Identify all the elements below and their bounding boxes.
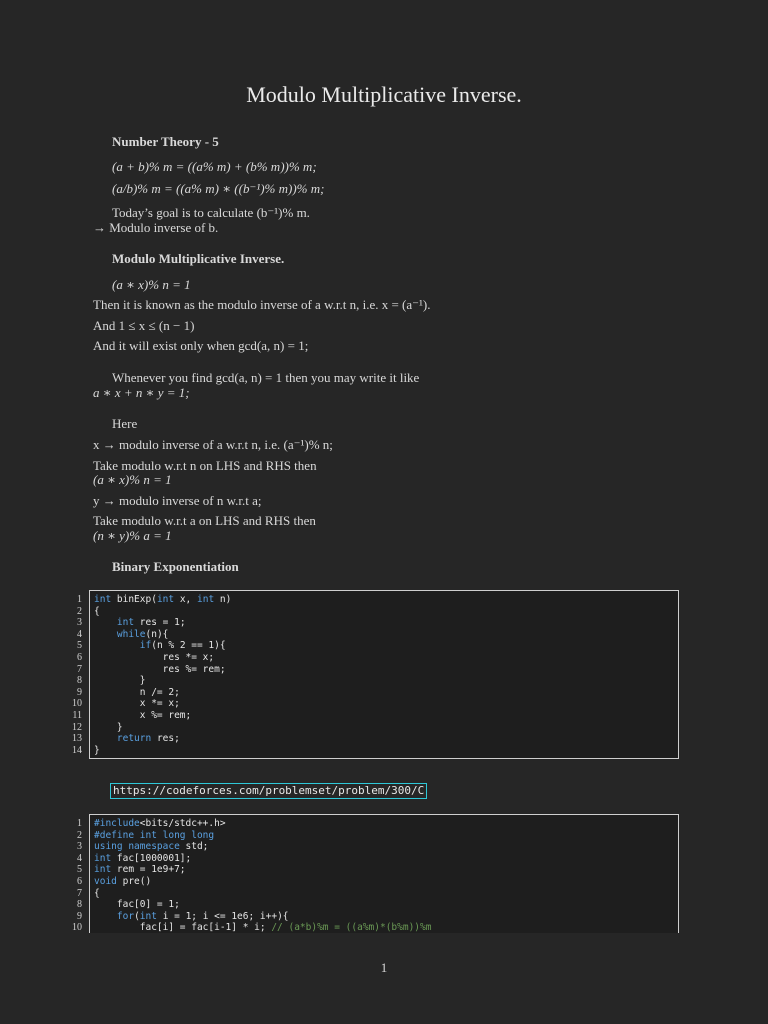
document-title: Modulo Multiplicative Inverse. xyxy=(246,82,522,107)
code-line: for(int i = 1; i <= 1e6; i++){ xyxy=(116,910,289,922)
goal-subtext: → Modulo inverse of b. xyxy=(93,220,219,235)
code-line: } xyxy=(94,675,146,687)
code-line: #define int long long xyxy=(94,829,215,841)
text-line: Take modulo w.r.t a on LHS and RHS then xyxy=(93,513,316,528)
code-line-number: 3 xyxy=(77,617,82,629)
heading-binary-exponentiation: Binary Exponentiation xyxy=(112,559,239,574)
equation-div-mod: (a/b)% m = ((a% m) ∗ ((b⁻¹)% m))% m; xyxy=(112,181,325,196)
text-line: Then it is known as the modulo inverse of a w.r.t n, i.e. x = (a⁻¹). xyxy=(93,297,431,312)
code-line-number: 3 xyxy=(77,841,82,853)
code-line-number: 2 xyxy=(77,829,82,841)
code-line: void pre() xyxy=(94,876,152,887)
code-line: int fac[1000001]; xyxy=(94,852,192,864)
code-line: if(n % 2 == 1){ xyxy=(139,640,226,652)
code-block-solution xyxy=(89,814,679,933)
code-line: { xyxy=(94,605,100,617)
code-line-number: 4 xyxy=(77,852,82,864)
code-line: int binExp(int x, int n) xyxy=(94,594,232,605)
code-line-number: 11 xyxy=(72,710,82,721)
equation: (a ∗ x)% n = 1 xyxy=(93,472,172,487)
code-line: res %= rem; xyxy=(94,663,226,675)
code-line-number: 10 xyxy=(72,698,82,710)
code-line-number: 12 xyxy=(72,721,82,733)
code-line-number: 1 xyxy=(77,594,82,605)
text-line: x → modulo inverse of a w.r.t n, i.e. (a⁻¹)% n; xyxy=(93,437,333,452)
code-line-number: 6 xyxy=(77,876,82,887)
code-line-number: 8 xyxy=(77,899,82,911)
code-block-binexp xyxy=(89,590,679,759)
equation: (n ∗ y)% a = 1 xyxy=(93,528,172,543)
code-line: #include<bits/stdc++.h> xyxy=(94,818,226,829)
code-line-number: 6 xyxy=(77,652,82,663)
code-line: int rem = 1e9+7; xyxy=(94,864,186,876)
heading-modulo-inverse: Modulo Multiplicative Inverse. xyxy=(112,251,285,266)
text-line: y → modulo inverse of n w.r.t a; xyxy=(93,493,262,508)
code-line-number: 5 xyxy=(77,640,82,652)
code-line: return res; xyxy=(116,733,180,745)
code-line-number: 13 xyxy=(72,733,82,745)
code-line: } xyxy=(94,721,123,733)
code-line: } xyxy=(94,744,100,756)
code-line-number: 8 xyxy=(77,675,82,687)
code-line-number: 2 xyxy=(77,605,82,617)
text-line: And it will exist only when gcd(a, n) = 1; xyxy=(93,338,309,353)
code-line: while(n){ xyxy=(116,628,169,640)
equation-bezout: a ∗ x + n ∗ y = 1; xyxy=(93,385,190,400)
code-line-number: 9 xyxy=(77,686,82,698)
code-line: { xyxy=(94,887,100,899)
code-line-number: 14 xyxy=(72,744,82,756)
equation-sum-mod: (a + b)% m = ((a% m) + (b% m))% m; xyxy=(112,159,317,174)
text-line: And 1 ≤ x ≤ (n − 1) xyxy=(93,318,195,333)
code-line: n /= 2; xyxy=(94,686,180,698)
code-line-number: 7 xyxy=(77,887,82,899)
code-line: x %= rem; xyxy=(94,710,192,721)
code-line: fac[0] = 1; xyxy=(94,899,180,911)
text-line: Take modulo w.r.t n on LHS and RHS then xyxy=(93,458,317,473)
code-line-number: 4 xyxy=(77,628,82,640)
code-line: int res = 1; xyxy=(116,617,186,629)
code-line-number: 5 xyxy=(77,864,82,876)
code-line-number: 1 xyxy=(77,818,82,829)
code-line: using namespace std; xyxy=(94,841,209,853)
page-number: 1 xyxy=(380,960,388,975)
problem-link[interactable]: https://codeforces.com/problemset/problem/300/C xyxy=(110,783,427,799)
code-line: x *= x; xyxy=(94,698,180,710)
text-line: Whenever you find gcd(a, n) = 1 then you may write it like xyxy=(112,370,420,385)
code-line-number: 9 xyxy=(77,910,82,922)
code-line: res *= x; xyxy=(94,652,215,663)
code-line-number: 10 xyxy=(72,922,82,934)
text-here: Here xyxy=(112,416,138,431)
code-line-number: 7 xyxy=(77,663,82,675)
code-line: fac[i] = fac[i-1] * i; // (a*b)%m = ((a%m)*(b%m))%m xyxy=(94,922,432,934)
equation-inverse: (a ∗ x)% n = 1 xyxy=(112,277,191,292)
goal-text: Today’s goal is to calculate (b⁻¹)% m. xyxy=(112,205,310,220)
heading-number-theory: Number Theory - 5 xyxy=(112,134,219,149)
